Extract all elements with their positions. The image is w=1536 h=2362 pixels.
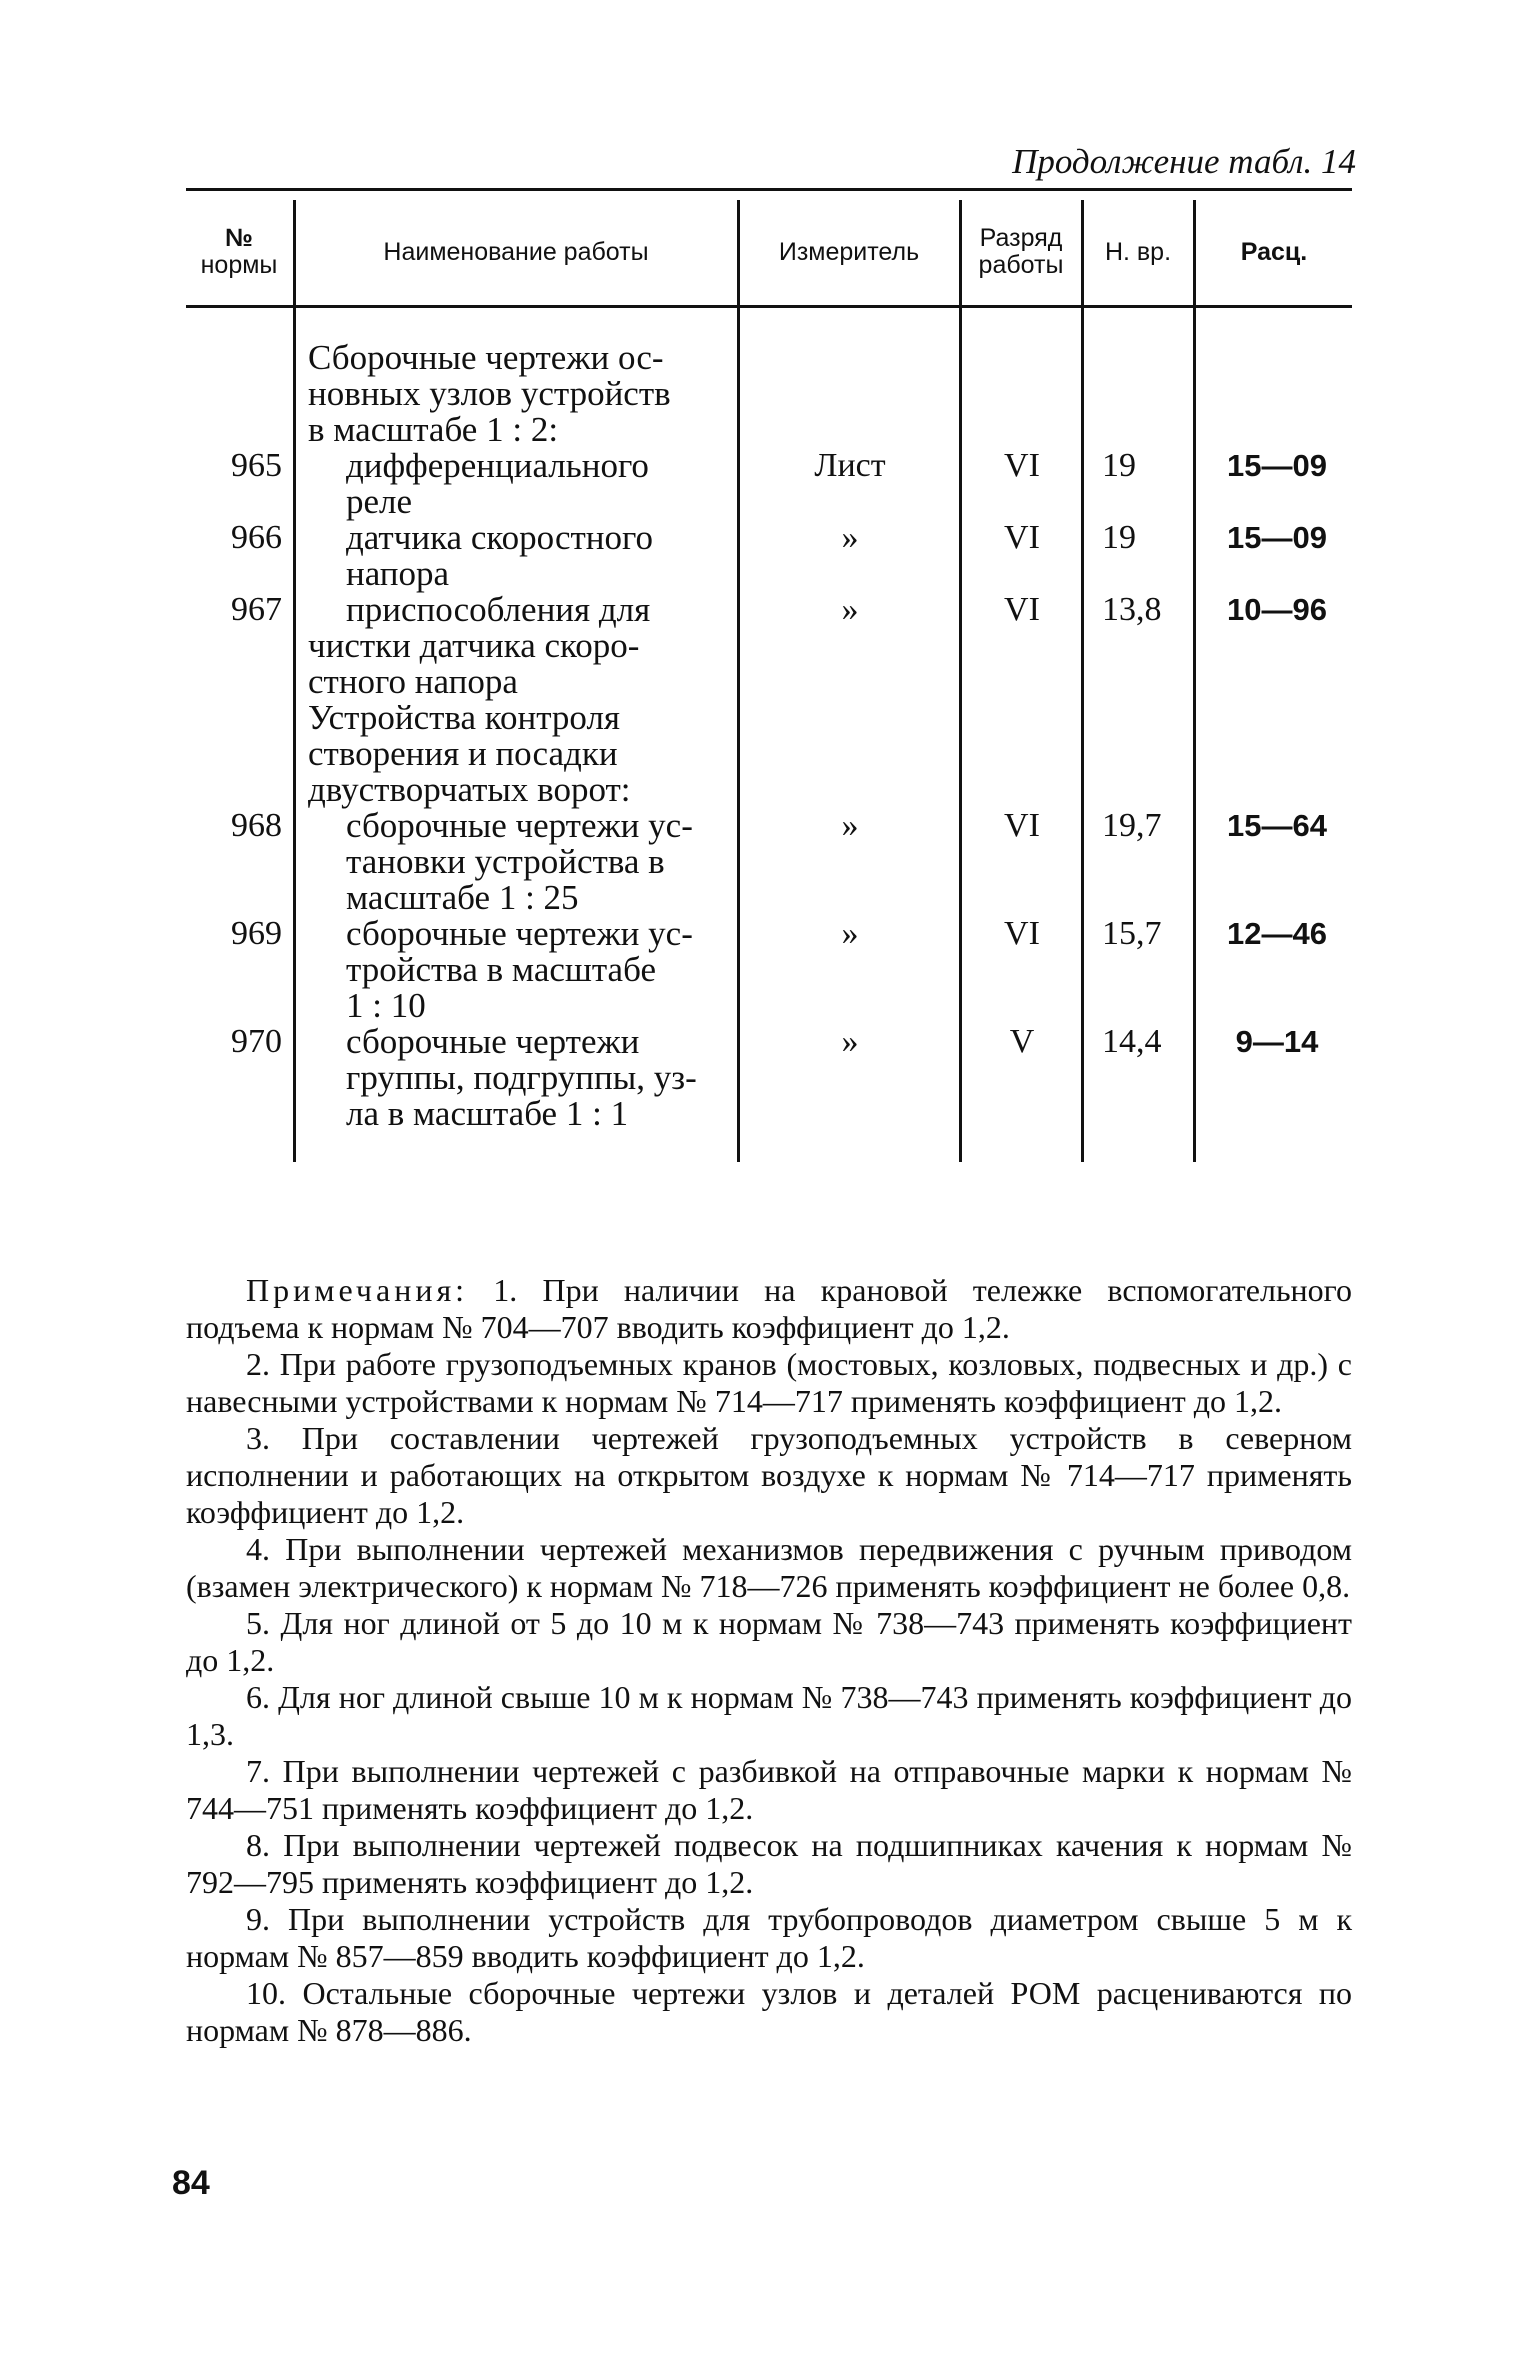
table-caption: Продолжение табл. 14 bbox=[1012, 142, 1356, 181]
row-grade: V bbox=[1009, 1023, 1035, 1060]
row-unit: » bbox=[841, 519, 859, 556]
row-rate: 10—96 bbox=[1227, 592, 1327, 627]
desc-line: стного напора bbox=[308, 662, 518, 701]
row-rate: 15—64 bbox=[1227, 808, 1327, 843]
desc-line: новных узлов устройств bbox=[308, 374, 671, 413]
row-number: 965 bbox=[231, 447, 282, 484]
header-norm-number: № нормы bbox=[200, 224, 278, 279]
header-grade: Разряд работы bbox=[978, 224, 1064, 279]
desc-line: 1 : 10 bbox=[346, 986, 426, 1025]
note-item: 6. Для ног длиной свыше 10 м к нормам № 738—743 применять коэффициент до 1,3. bbox=[186, 1679, 1352, 1752]
note-item: 10. Остальные сборочные чертежи узлов и деталей РОМ расцениваются по нормам № 878—886. bbox=[186, 1975, 1352, 2048]
note-item: 4. При выполнении чертежей механизмов передвижения с ручным приводом (взамен электрического) к нормам № 718—726 применять коэффициент не более 0,8. bbox=[186, 1531, 1352, 1604]
note-item: 3. При составлении чертежей грузоподъемных устройств в северном исполнении и работающих на открытом воздухе к нормам № 714—717 применять коэффициент до 1,2. bbox=[186, 1420, 1352, 1530]
header-time: Н. вр. bbox=[1104, 237, 1172, 266]
desc-line: сборочные чертежи ус- bbox=[346, 914, 693, 953]
page-number: 84 bbox=[172, 2164, 210, 2202]
row-time: 19 bbox=[1102, 519, 1136, 556]
row-number: 968 bbox=[231, 807, 282, 844]
notes-section bbox=[186, 1272, 1352, 2049]
row-rate: 9—14 bbox=[1235, 1024, 1319, 1059]
header-work-name: Наименование работы bbox=[383, 237, 649, 266]
column-divider bbox=[1193, 200, 1196, 1162]
notes-title: Примечания: bbox=[246, 1272, 469, 1308]
desc-line: створения и посадки bbox=[308, 734, 618, 773]
column-divider bbox=[293, 200, 296, 1162]
note-item: 5. Для ног длиной от 5 до 10 м к нормам № 738—743 применять коэффициент до 1,2. bbox=[186, 1605, 1352, 1678]
row-unit: » bbox=[841, 807, 859, 844]
desc-line: реле bbox=[346, 482, 413, 521]
desc-line: тановки устройства в bbox=[346, 842, 665, 881]
row-unit: Лист bbox=[814, 447, 886, 484]
row-unit: » bbox=[841, 915, 859, 952]
desc-line: Устройства контроля bbox=[308, 698, 621, 737]
desc-line: масштабе 1 : 25 bbox=[346, 878, 579, 917]
table-top-rule bbox=[186, 188, 1352, 191]
row-rate: 15—09 bbox=[1227, 520, 1327, 555]
row-grade: VI bbox=[1004, 591, 1040, 628]
desc-line: приспособления для bbox=[346, 590, 651, 629]
note-item: Примечания: 1. При наличии на крановой тележке вспомогательного подъема к нормам № 704—707 вводить коэффициент до 1,2. bbox=[186, 1272, 1353, 1345]
row-grade: VI bbox=[1004, 447, 1040, 484]
desc-line: двустворчатых ворот: bbox=[308, 770, 631, 809]
row-number: 969 bbox=[231, 915, 282, 952]
note-item: 2. При работе грузоподъемных кранов (мостовых, козловых, подвесных и др.) с навесными устройствами к нормам № 714—717 применять коэффициент до 1,2. bbox=[186, 1346, 1352, 1419]
table-header-rule bbox=[186, 305, 1352, 308]
column-divider bbox=[1081, 200, 1084, 1162]
desc-line: напора bbox=[346, 554, 450, 593]
desc-line: группы, подгруппы, уз- bbox=[346, 1058, 697, 1097]
row-time: 19 bbox=[1102, 447, 1136, 484]
note-item: 7. При выполнении чертежей с разбивкой на отправочные марки к нормам № 744—751 применять коэффициент до 1,2. bbox=[186, 1753, 1352, 1826]
work-description-column bbox=[308, 340, 732, 1132]
note-item: 9. При выполнении устройств для трубопроводов диаметром свыше 5 м к нормам № 857—859 вводить коэффициент до 1,2. bbox=[186, 1901, 1352, 1974]
row-grade: VI bbox=[1004, 915, 1040, 952]
row-grade: VI bbox=[1004, 807, 1040, 844]
row-number: 966 bbox=[231, 519, 282, 556]
desc-line: ла в масштабе 1 : 1 bbox=[346, 1094, 629, 1133]
header-rate: Расц. bbox=[1240, 237, 1308, 266]
row-time: 15,7 bbox=[1102, 915, 1162, 952]
row-number: 970 bbox=[231, 1023, 282, 1060]
row-time: 14,4 bbox=[1102, 1023, 1162, 1060]
note-item: 8. При выполнении чертежей подвесок на подшипниках качения к нормам № 792—795 применять коэффициент до 1,2. bbox=[186, 1827, 1352, 1900]
header-unit: Измеритель bbox=[778, 237, 920, 266]
desc-line: сборочные чертежи bbox=[346, 1022, 640, 1061]
column-divider bbox=[737, 200, 740, 1162]
desc-line: Сборочные чертежи ос- bbox=[308, 338, 664, 377]
row-rate: 15—09 bbox=[1227, 448, 1327, 483]
row-grade: VI bbox=[1004, 519, 1040, 556]
row-time: 19,7 bbox=[1102, 807, 1162, 844]
column-divider bbox=[959, 200, 962, 1162]
desc-line: в масштабе 1 : 2: bbox=[308, 410, 559, 449]
desc-line: датчика скоростного bbox=[346, 518, 654, 557]
row-unit: » bbox=[841, 591, 859, 628]
desc-line: дифференциального bbox=[346, 446, 649, 485]
row-number: 967 bbox=[231, 591, 282, 628]
row-rate: 12—46 bbox=[1227, 916, 1327, 951]
desc-line: тройства в масштабе bbox=[346, 950, 656, 989]
row-unit: » bbox=[841, 1023, 859, 1060]
desc-line: чистки датчика скоро- bbox=[308, 626, 640, 665]
desc-line: сборочные чертежи ус- bbox=[346, 806, 693, 845]
row-time: 13,8 bbox=[1102, 591, 1162, 628]
